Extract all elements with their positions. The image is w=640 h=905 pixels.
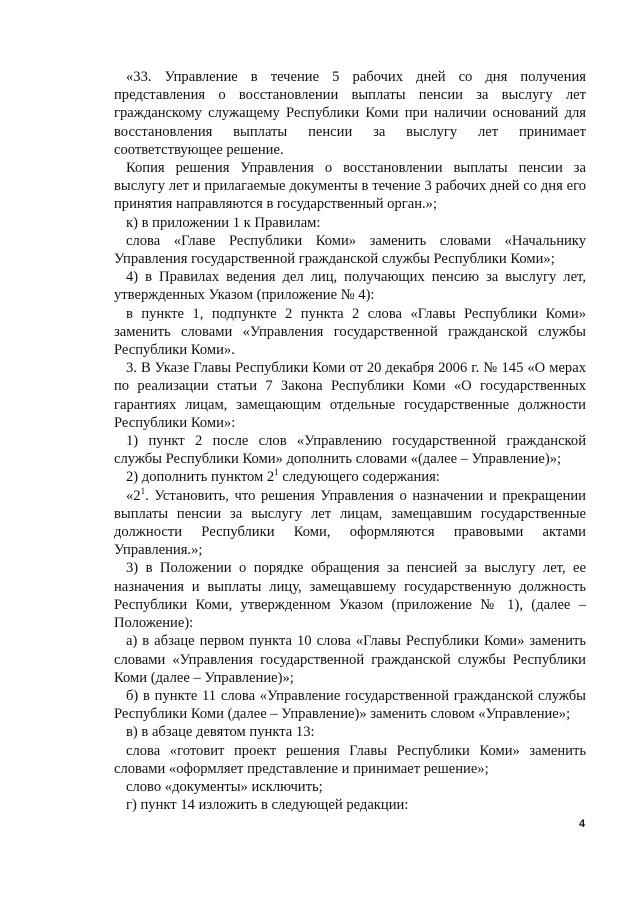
paragraph-text: «2 <box>126 487 141 504</box>
paragraph-text: . Установить, что решения Управления о назначении и прекращении выплаты пенсии за выслугу лет лицам, замещавшим государственные должности Республики Коми, оформляются правовыми актами Управления.»; <box>114 487 586 559</box>
paragraph: в пункте 1, подпункте 2 пункта 2 слова «Главы Республики Коми» заменить словами «Управления государственной гражданской службы Республики Коми». <box>114 305 586 359</box>
paragraph: 3) в Положении о порядке обращения за пенсией за выслугу лет, ее назначения и выплаты лицу, замещавшему государственную должность Республики Коми, утвержденном Указом (приложение № 1), (далее – Положение): <box>114 560 586 632</box>
superscript: 1 <box>274 467 279 478</box>
paragraph: слово «документы» исключить; <box>126 778 323 795</box>
paragraph: Копия решения Управления о восстановлении выплаты пенсии за выслугу лет и прилагаемые документы в течение 3 рабочих дней со дня его принятия направляются в государственный орган.»; <box>114 160 586 213</box>
paragraph <box>114 468 586 486</box>
paragraph: 3. В Указе Главы Республики Коми от 20 декабря 2006 г. № 145 «О мерах по реализации статьи 7 Закона Республики Коми «О государственных гарантиях лицам, замещающим отдельные государственные должности Республики Коми»: <box>114 360 586 431</box>
paragraph-text: следующего содержания: <box>278 469 440 486</box>
paragraph: слова «готовит проект решения Главы Республики Коми» заменить словами «оформляет представление и принимает решение»; <box>114 742 586 777</box>
document-body <box>114 68 586 814</box>
paragraph-text: 2) дополнить пунктом 2 <box>126 469 275 486</box>
paragraph: а) в абзаце первом пункта 10 слова «Главы Республики Коми» заменить словами «Управления государственной гражданской службы Республики Коми (далее – Управление)»; <box>114 633 586 686</box>
paragraph: в) в абзаце девятом пункта 13: <box>126 724 315 741</box>
paragraph: г) пункт 14 изложить в следующей редакции: <box>126 797 409 814</box>
paragraph: слова «Главе Республики Коми» заменить словами «Начальнику Управления государственной гражданской службы Республики Коми»; <box>114 232 586 268</box>
paragraph: б) в пункте 11 слова «Управление государственной гражданской службы Республики Коми (далее – Управление)» заменить словом «Управление»; <box>114 687 586 723</box>
page-number: 4 <box>579 818 586 830</box>
paragraph: «33. Управление в течение 5 рабочих дней со дня получения представления о восстановлении выплаты пенсии за выслугу лет гражданскому служащему Республики Коми при наличии оснований для восстановления выплаты пенсии за выслугу лет принимает соответствующее решение. <box>114 69 586 158</box>
paragraph: 4) в Правилах ведения дел лиц, получающих пенсию за выслугу лет, утвержденных Указом (приложение № 4): <box>114 269 586 304</box>
superscript: 1 <box>140 485 146 496</box>
paragraph: 1) пункт 2 после слов «Управлению государственной гражданской службы Республики Коми» дополнить словами «(далее – Управление)»; <box>114 433 586 468</box>
paragraph: к) в приложении 1 к Правилам: <box>126 214 321 231</box>
paragraph <box>114 487 586 560</box>
